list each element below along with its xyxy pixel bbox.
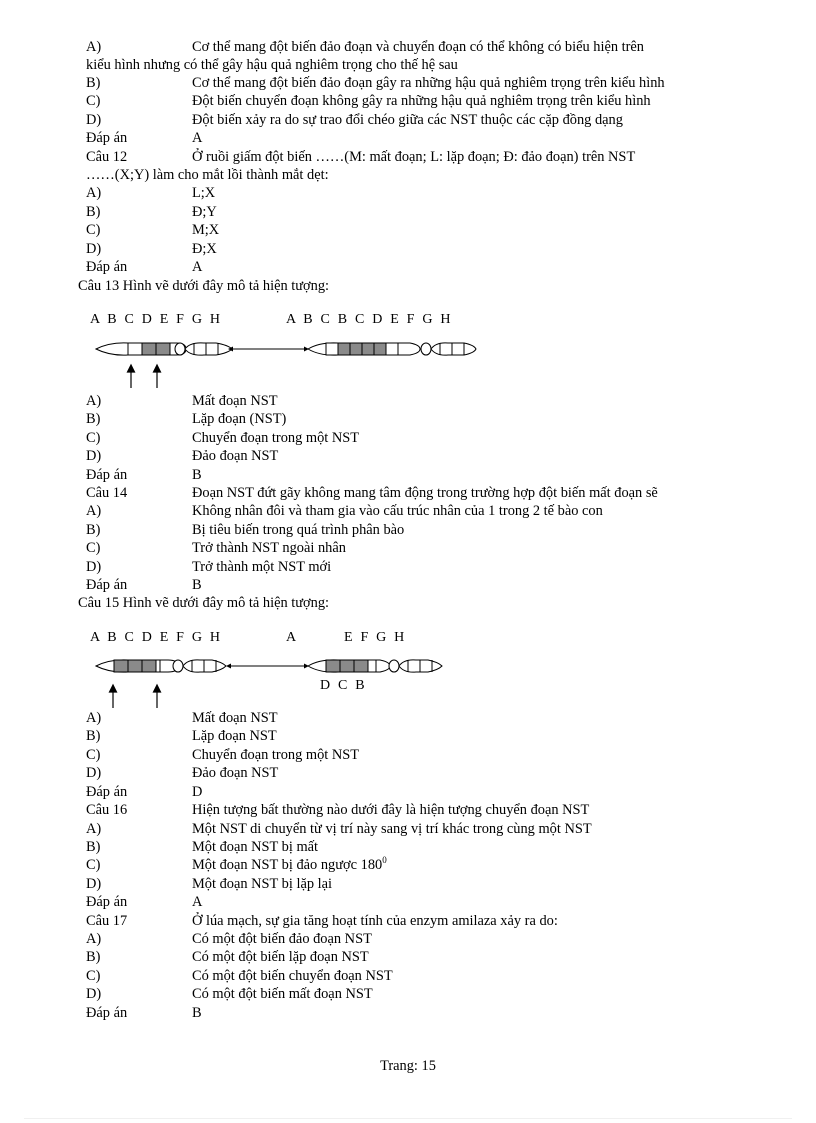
answer-label: Đáp án (86, 1005, 128, 1021)
diagram-right-sequence-a: A (286, 630, 299, 645)
option-label: C) (86, 747, 101, 763)
left-chromosome (96, 660, 226, 672)
q15-heading: Câu 15 Hình vẽ dưới đây mô tả hiện tượng: (78, 595, 330, 611)
option-text: Một đoạn NST bị mất (192, 839, 319, 855)
option-label: A) (86, 393, 102, 409)
option-label: D) (86, 765, 102, 781)
q12-question-continuation: ……(X;Y) làm cho mắt lồi thành mắt dẹt: (86, 167, 329, 183)
option-text: Đột biến xảy ra do sự trao đổi chéo giữa các NST thuộc các cặp đồng dạng (192, 112, 623, 128)
option-label: B) (86, 411, 101, 427)
page-number: Trang: 15 (380, 1058, 436, 1074)
option-text: Chuyển đoạn trong một NST (192, 747, 360, 763)
option-text: Trở thành một NST mới (192, 559, 332, 575)
option-label: D) (86, 986, 102, 1002)
option-label: A) (86, 821, 102, 837)
option-text: Có một đột biến chuyển đoạn NST (192, 968, 393, 984)
breakpoint-arrows (128, 365, 161, 388)
option-label: A) (86, 503, 102, 519)
option-text-main: Một đoạn NST bị đảo ngược 180 (192, 857, 383, 873)
question-text: Ở ruồi giấm đột biến ……(M: mất đoạn; L: lặp đoạn; Đ: đảo đoạn) trên NST (192, 149, 636, 165)
option-text: Lặp đoạn NST (192, 728, 277, 744)
option-label: C) (86, 222, 101, 238)
option-label: B) (86, 839, 101, 855)
option-text: Một NST di chuyển từ vị trí này sang vị trí khác trong cùng một NST (192, 821, 592, 837)
option-text: Có một đột biến mất đoạn NST (192, 986, 373, 1002)
option-label: D) (86, 112, 102, 128)
option-label: D) (86, 559, 102, 575)
option-text: Đột biến chuyển đoạn không gây ra những hậu quả nghiêm trọng trên kiểu hình (192, 93, 651, 109)
answer-value: B (192, 577, 202, 593)
option-label: B) (86, 75, 101, 91)
right-chromosome (308, 343, 476, 355)
right-chromosome (308, 660, 442, 672)
degree-superscript: 0 (382, 855, 387, 865)
option-label: D) (86, 876, 102, 892)
option-text: L;X (192, 185, 216, 201)
q11-option-a-continuation: kiểu hình nhưng có thể gây hậu quả nghiêm trọng cho thế hệ sau (86, 57, 458, 73)
q13-heading: Câu 13 Hình vẽ dưới đây mô tả hiện tượng: (78, 278, 330, 294)
diagram-right-sequence-rest: E F G H (344, 630, 407, 645)
option-label: B) (86, 522, 101, 538)
question-number: Câu 12 (86, 149, 128, 165)
option-text: Trở thành NST ngoài nhân (192, 540, 346, 556)
answer-label: Đáp án (86, 894, 128, 910)
answer-label: Đáp án (86, 130, 128, 146)
option-text: Chuyển đoạn trong một NST (192, 430, 360, 446)
option-label: C) (86, 430, 101, 446)
chromosome-drawing (80, 312, 500, 392)
option-label: A) (86, 710, 102, 726)
page-bottom-divider (24, 1118, 792, 1119)
breakpoint-arrows (110, 685, 161, 708)
option-label: C) (86, 540, 101, 556)
answer-value: A (192, 259, 203, 275)
diagram-inverted-segment-label: D C B (320, 678, 367, 693)
diagram-right-sequence: A B C B C D E F G H (286, 312, 453, 327)
option-text: Đ;X (192, 241, 217, 257)
option-label: A) (86, 185, 102, 201)
answer-value: B (192, 467, 202, 483)
option-text: Mất đoạn NST (192, 393, 278, 409)
answer-label: Đáp án (86, 259, 128, 275)
option-text: Một đoạn NST bị lặp lại (192, 876, 333, 892)
option-text: M;X (192, 222, 220, 238)
answer-label: Đáp án (86, 467, 128, 483)
option-text: Đ;Y (192, 204, 217, 220)
question-number: Câu 14 (86, 485, 128, 501)
answer-label: Đáp án (86, 577, 128, 593)
option-text: Đảo đoạn NST (192, 448, 279, 464)
chromosome-drawing (80, 630, 500, 710)
page-footer (0, 1058, 816, 1075)
option-label: C) (86, 968, 101, 984)
answer-value: A (192, 130, 203, 146)
question-text: Ở lúa mạch, sự gia tăng hoạt tính của enzym amilaza xảy ra do: (192, 913, 558, 929)
question-text: Đoạn NST đứt gãy không mang tâm động trong trường hợp đột biến mất đoạn sẽ (192, 485, 658, 501)
option-label: A) (86, 931, 102, 947)
diagram-left-sequence: A B C D E F G H (90, 630, 223, 645)
option-text: Không nhân đôi và tham gia vào cấu trúc nhân của 1 trong 2 tế bào con (192, 503, 603, 519)
option-label: B) (86, 949, 101, 965)
question-number: Câu 16 (86, 802, 128, 818)
q15-chromosome-diagram (80, 630, 500, 710)
option-text: Cơ thể mang đột biến đảo đoạn gây ra những hậu quả nghiêm trọng trên kiểu hình (192, 75, 665, 91)
question-number: Câu 17 (86, 913, 128, 929)
answer-label: Đáp án (86, 784, 128, 800)
option-text: Cơ thể mang đột biến đảo đoạn và chuyển đoạn có thể không có biểu hiện trên (192, 39, 644, 55)
answer-value: A (192, 894, 203, 910)
option-text: Có một đột biến đảo đoạn NST (192, 931, 372, 947)
option-label: D) (86, 241, 102, 257)
option-label: C) (86, 857, 101, 873)
option-label: D) (86, 448, 102, 464)
answer-value: B (192, 1005, 202, 1021)
option-text: Đảo đoạn NST (192, 765, 279, 781)
diagram-left-sequence: A B C D E F G H (90, 312, 223, 327)
option-label: B) (86, 204, 101, 220)
option-label: A) (86, 39, 102, 55)
option-text: Bị tiêu biến trong quá trình phân bào (192, 522, 405, 538)
option-text: Mất đoạn NST (192, 710, 278, 726)
option-text (192, 856, 387, 874)
option-label: C) (86, 93, 101, 109)
option-label: B) (86, 728, 101, 744)
question-text: Hiện tượng bất thường nào dưới đây là hiện tượng chuyển đoạn NST (192, 802, 590, 818)
left-chromosome (96, 343, 232, 355)
option-text: Có một đột biến lặp đoạn NST (192, 949, 369, 965)
option-text: Lặp đoạn (NST) (192, 411, 287, 427)
answer-value: D (192, 784, 203, 800)
q13-chromosome-diagram (80, 312, 500, 392)
